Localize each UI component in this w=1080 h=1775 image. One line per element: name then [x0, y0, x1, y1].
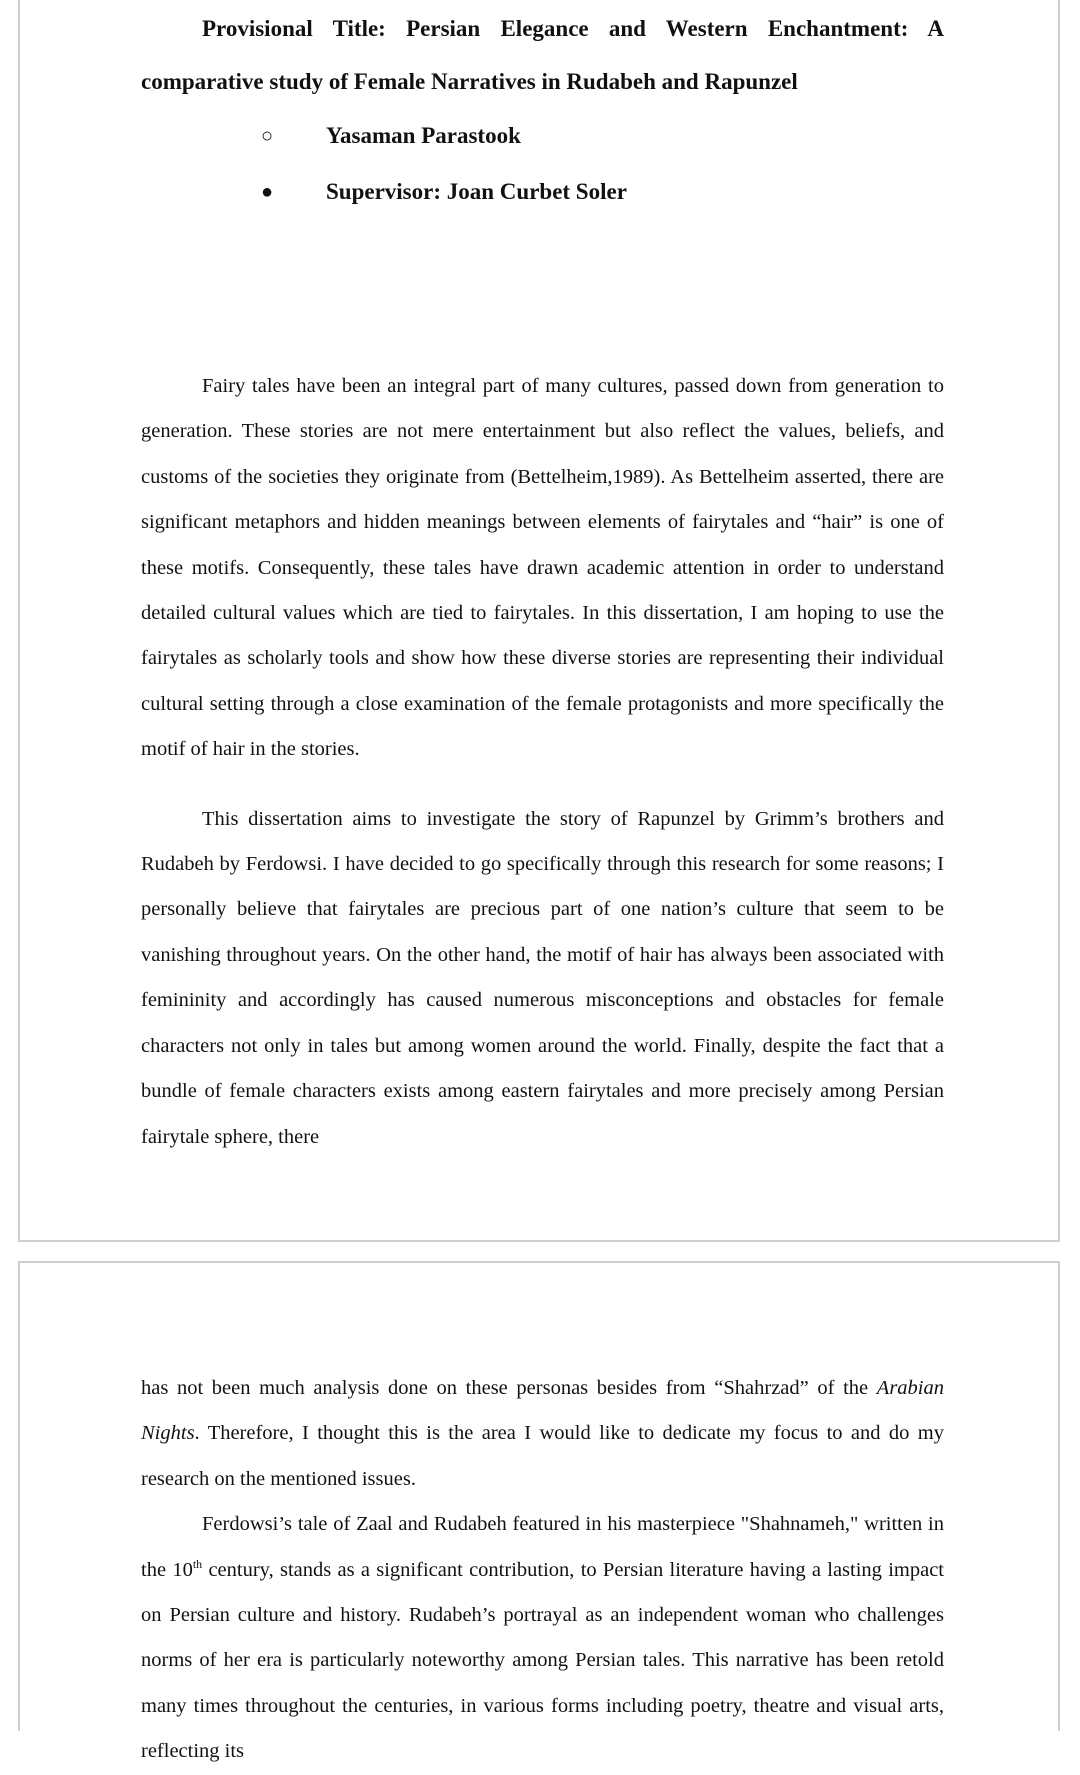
page-2-content [141, 1366, 944, 1775]
paragraph-text: . Therefore, I thought this is the area I would like to dedicate my focus to and do my research on the mentioned issues. [141, 1422, 944, 1490]
book-title-italic: Arabian Nights [141, 1377, 944, 1445]
vertical-spacer [141, 220, 944, 364]
ordinal-superscript: th [192, 1556, 203, 1571]
supervisor-name: Supervisor: Joan Curbet Soler [326, 179, 627, 204]
page-1-content [141, 2, 944, 1160]
paragraph-text: Ferdowsi’s tale of Zaal and Rudabeh featured in his masterpiece "Shahnameh," written in the 10 [141, 1513, 944, 1581]
document-page-1 [18, 0, 1060, 1242]
document-title: Provisional Title: Persian Elegance and Western Enchantment: A comparative study of Female Narratives in Rudabeh and Rapunzel [141, 16, 944, 94]
document-page-2 [18, 1261, 1060, 1763]
author-item [141, 108, 944, 164]
supervisor-item [141, 164, 944, 220]
hollow-circle-bullet-icon: ○ [261, 125, 274, 147]
body-paragraph [141, 1502, 944, 1774]
paragraph-text: has not been much analysis done on these personas besides from “Shahrzad” of the [141, 1377, 877, 1399]
paragraph-text: century, stands as a significant contribution, to Persian literature having a lasting impact on Persian culture and history. Rudabeh’s portrayal as an independent woman who challenges norms of her era is particularly noteworthy among Persian tales. This narrative has been retold many times throughout the centuries, in various forms including poetry, theatre and visual arts, reflecting its [141, 1558, 944, 1763]
author-name: Yasaman Parastook [326, 123, 521, 148]
body-paragraph: This dissertation aims to investigate the story of Rapunzel by Grimm’s brothers and Rudabeh by Ferdowsi. I have decided to go specifically through this research for some reasons; I personally believe that fairytales are precious part of one nation’s culture that seem to be vanishing throughout years. On the other hand, the motif of hair has always been associated with femininity and accordingly has caused numerous misconceptions and obstacles for female characters not only in tales but among women around the world. Finally, despite the fact that a bundle of female characters exists among eastern fairytales and more precisely among Persian fairytale sphere, there [141, 807, 944, 1148]
author-list [141, 108, 944, 220]
paragraph-gap [141, 773, 944, 797]
filled-circle-bullet-icon: ● [261, 181, 274, 203]
body-paragraph-continued [141, 1366, 944, 1502]
body-paragraph: Fairy tales have been an integral part of many cultures, passed down from generation to generation. These stories are not mere entertainment but also reflect the values, beliefs, and customs of the societies they originate from (Bettelheim,1989). As Bettelheim asserted, there are significant metaphors and hidden meanings between elements of fairytales and “hair” is one of these motifs. Consequently, these tales have drawn academic attention in order to understand detailed cultural values which are tied to fairytales. In this dissertation, I am hoping to use the fairytales as scholarly tools and show how these diverse stories are representing their individual cultural setting through a close examination of the female protagonists and more specifically the motif of hair in the stories. [141, 375, 944, 761]
